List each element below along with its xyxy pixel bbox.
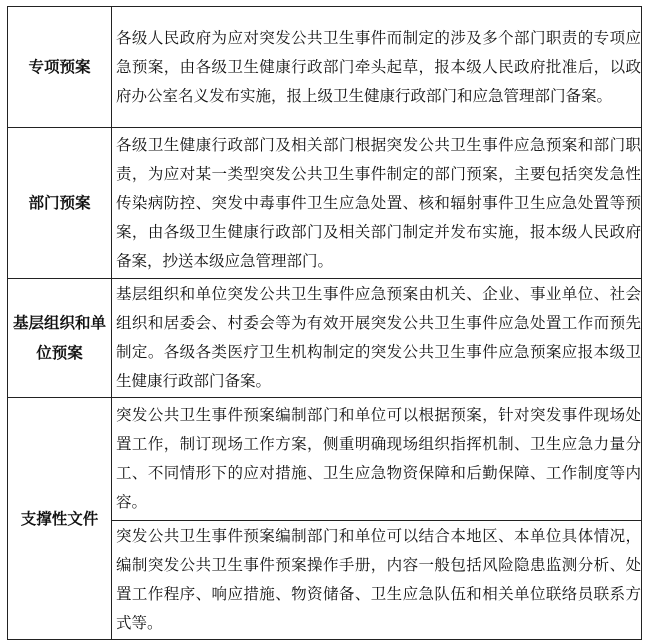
plan-classification-table <box>7 6 642 640</box>
row-description-department-plan: 各级卫生健康行政部门及相关部门根据突发公共卫生事件应急预案和部门职责，为应对某一类型突发公共卫生事件制定的部门预案，主要包括突发急性传染病防控、突发中毒事件卫生应急处置、核和辐射事件卫生应急处置等预案，由各级卫生健康行政部门及相关部门制定并发布实施，报本级人民政府备案，抄送本级应急管理部门。 <box>112 128 642 279</box>
table-row-department-plan <box>8 128 642 279</box>
row-label-supporting-documents: 支撑性文件 <box>8 398 112 640</box>
table-row-supporting-documents <box>8 398 642 521</box>
table-row-grassroots-plan <box>8 279 642 398</box>
row-label-department-plan: 部门预案 <box>8 128 112 279</box>
row-label-grassroots-plan: 基层组织和单位预案 <box>8 279 112 398</box>
table-row-special-plan <box>8 7 642 128</box>
row-description-grassroots-plan: 基层组织和单位突发公共卫生事件应急预案由机关、企业、事业单位、社会组织和居委会、村委会等为有效开展突发公共卫生事件应急处置工作而预先制定。各级各类医疗卫生机构制定的突发公共卫生事件应急预案应报本级卫生健康行政部门备案。 <box>112 279 642 398</box>
row-description-supporting-documents-2: 突发公共卫生事件预案编制部门和单位可以结合本地区、本单位具体情况，编制突发公共卫生事件预案操作手册，内容一般包括风险隐患监测分析、处置工作程序、响应措施、物资储备、卫生应急队伍和相关单位联络员联系方式等。 <box>112 521 642 640</box>
row-description-special-plan: 各级人民政府为应对突发公共卫生事件而制定的涉及多个部门职责的专项应急预案，由各级卫生健康行政部门牵头起草，报本级人民政府批准后，以政府办公室名义发布实施，报上级卫生健康行政部门和应急管理部门备案。 <box>112 7 642 128</box>
row-description-supporting-documents-1: 突发公共卫生事件预案编制部门和单位可以根据预案，针对突发事件现场处置工作，制订现场工作方案，侧重明确现场组织指挥机制、卫生应急力量分工、不同情形下的应对措施、卫生应急物资保障和后勤保障、工作制度等内容。 <box>112 398 642 521</box>
row-label-special-plan: 专项预案 <box>8 7 112 128</box>
